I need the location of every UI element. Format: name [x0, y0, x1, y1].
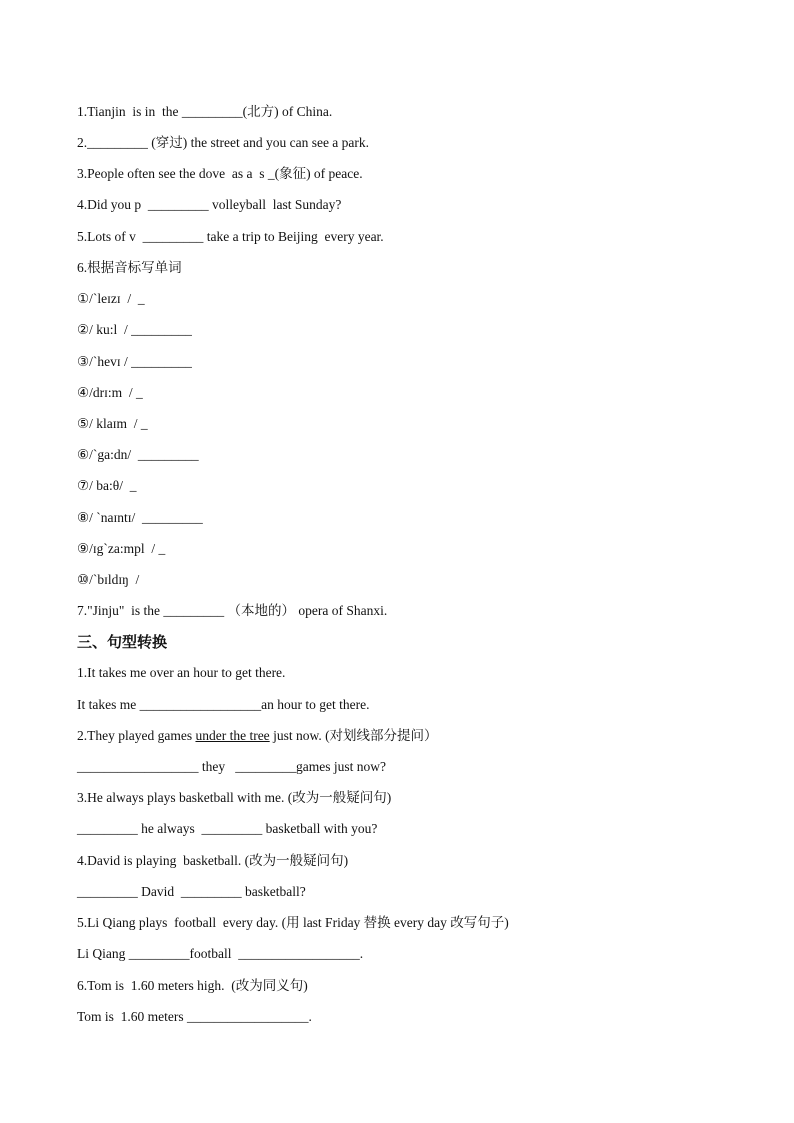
sentence-5-answer: Li Qiang _________football __________________. — [77, 946, 364, 961]
sentence-2-answer: __________________ they _________games just now? — [77, 759, 386, 774]
sentence-2 — [77, 727, 438, 745]
sentence-6-answer: Tom is 1.60 meters __________________. — [77, 1009, 312, 1024]
sentence-6: 6.Tom is 1.60 meters high. (改为同义句) — [77, 978, 308, 993]
sentence-3-answer: _________ he always _________ basketball with you? — [77, 821, 378, 836]
phonetic-item: ⑧/ ˋnaɪntɪ/ _________ — [77, 510, 203, 525]
sentence-2-underlined: under the tree — [195, 728, 270, 743]
sentence-4: 4.David is playing basketball. (改为一般疑问句) — [77, 853, 349, 868]
sentence-5: 5.Li Qiang plays football every day. (用 last Friday 替换 every day 改写句子) — [77, 915, 509, 930]
phonetic-item: ⑦/ ba:θ/ _ — [77, 478, 137, 493]
sentence-1-answer: It takes me __________________an hour to get there. — [77, 697, 370, 712]
phonetic-item: ⑨/ɪgˋza:mpl / _ — [77, 541, 166, 556]
phonetic-item: ③/ˋhevɪ / _________ — [77, 354, 192, 369]
sentence-2-after: just now. (对划线部分提问） — [269, 728, 438, 743]
phonetic-item: ①/ˋleɪzɪ / _ — [77, 291, 145, 306]
question-5: 5.Lots of v _________ take a trip to Beijing every year. — [77, 229, 384, 244]
question-1: 1.Tianjin is in the _________(北方) of China. — [77, 104, 333, 119]
question-6: 6.根据音标写单词 — [77, 260, 182, 275]
question-4: 4.Did you p _________ volleyball last Sunday? — [77, 197, 342, 212]
phonetic-item: ⑤/ klaɪm / _ — [77, 416, 148, 431]
sentence-4-answer: _________ David _________ basketball? — [77, 884, 306, 899]
sentence-1: 1.It takes me over an hour to get there. — [77, 665, 286, 680]
phonetic-item: ⑩/ˋbɪldɪŋ / — [77, 572, 140, 587]
section-heading: 三、句型转换 — [77, 633, 168, 651]
phonetic-item: ④/drɪ:m / _ — [77, 385, 143, 400]
question-3: 3.People often see the dove as a s _(象征) of peace. — [77, 166, 363, 181]
question-7: 7."Jinju" is the _________ （本地的） opera of Shanxi. — [77, 603, 388, 618]
sentence-2-before: 2.They played games — [77, 728, 196, 743]
question-2: 2._________ (穿过) the street and you can see a park. — [77, 135, 370, 150]
phonetic-item: ⑥/ˋga:dn/ _________ — [77, 447, 199, 462]
sentence-3: 3.He always plays basketball with me. (改为一般疑问句) — [77, 790, 392, 805]
phonetic-item: ②/ ku:l / _________ — [77, 322, 192, 337]
